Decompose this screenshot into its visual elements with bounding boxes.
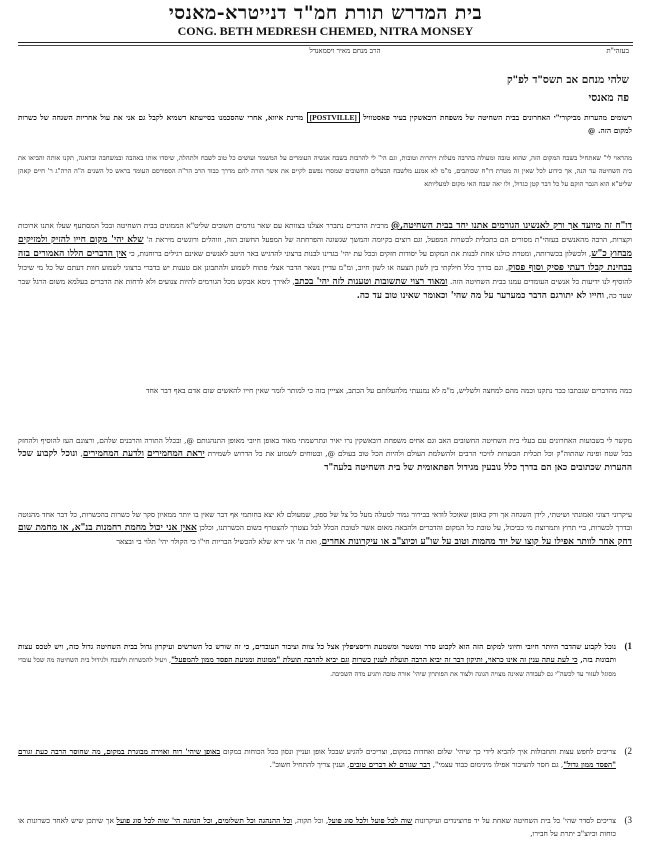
- list-item-underline-2: וכל ההנהגה וכל תשלומים, וכל הנהגה הי' שוה לכל סוג פועל: [116, 816, 293, 825]
- list-item-text-b: , וכל תקוה,: [292, 816, 329, 825]
- p2-text-d: , לאירך גיסא אבקש מכל הגורמים להיות צנועים ולא לדחות את הדברים בעלמא משום הרגל שבר שעד כה,: [18, 277, 632, 300]
- p4-underline-3: ונוכל לקבוע שכל ההערות שכתובים כאן הם בדרך כלל נובעין מגידול הפתאומית: [18, 449, 632, 473]
- p5-text-a: עיקרוני רצוני ואמונתי ושיטתי, לידן השגחה אך ורק באופן שאוכל לודאי בבירור גמור למעלה מעל כל צל של ספק, שמעולם לא יצא בחותמי אף דבר שאין בו יותר ממאיון סקר של כשרות בהכשרות, כל דבר אחד מהנוטה ובדרך לכשרות, ביי תרוץ ותמרוצת מי כביכול, על טובת כל המקום והדברים ולהבאה מאום אשר לטובת הכלל לבל נצטרך להצטרף בשום הכשרתנו, וכלכן: [18, 510, 633, 532]
- header-rule: [18, 42, 633, 43]
- list-number: 2): [624, 746, 632, 756]
- list-number: 3): [624, 815, 632, 825]
- list-item-text-a: צריכים לחפש עצות ותחבולות איך להביא לידי כך שיהי' שלום ואחדות במקום, וצריכים להגיע שבכל אופן ועניין ונסון בכל הכוחות במקום: [220, 747, 616, 756]
- list-item-text-c: , ויעיל להכשרות ולשבח ולגידול בית השחיטה מה שכל עובדי מסוגל לעזור עד לכשה"י גם לעבודה שאינה מצויה הגונה ולצוד את הפותרון שיהי' אורה טובה ותגיע מדה השכיבה.: [18, 656, 616, 678]
- congregation-title-english: CONG. BETH MEDRESH CHEMED, NITRA MONSEY: [177, 24, 474, 38]
- p4-text-d: של בית השחיטה בלעה"ד: [324, 463, 418, 473]
- p2-lead: דו"ח זה מיועד אך ורק לאנשינו הגורמים אתנו יחד בבית השחיטה,@: [390, 221, 632, 231]
- list-item: [18, 745, 632, 771]
- list-item-text-a: צריכים לסדר שהי' כל בית השחיטה שאחת על יד פרוצינדים ועיקרונות: [412, 816, 616, 825]
- intro-paragraph: [18, 111, 632, 137]
- list-item-text-c: , וענין צריך להתחיל חשוב".: [269, 760, 350, 769]
- list-item-underline-2: דבר שגורם לא דברים טובים: [349, 760, 431, 769]
- principles-paragraph: [18, 508, 632, 549]
- list-item-underline-1: כי לעת עתה ענין זה אינו כראוי, ותיקון דבר זה יביא הרבה תועלת לענין כשרות: [352, 655, 578, 664]
- p2-underline-2: אין הדברים הללו האמורים בזה בבחינת קבלו דעתי פסיק וסוף פסוק: [18, 249, 632, 273]
- intro-part1: רשומים מהערות מביקורי"י האחרונים בבית השחיטה של משפחת רובאשקין בעיר פאסטוויל: [363, 113, 632, 122]
- list-item-text-b: , גם חסר להציבור אפילו מינימום כבוד עצמי",: [430, 760, 564, 769]
- postville-box: [POSTVILLE]: [307, 112, 360, 123]
- intro-part2: מדינת איווא, אחרי שהסכמנו בסייעתא דשמיא לקבל גם אני את עול אחריות השגחה של כשרות למקום הזה.: [18, 113, 632, 135]
- p4-underline-2: ולדעת המחמירים: [82, 449, 144, 459]
- p2-text-c: , וגם בדרך כלל חילקתי בין לשון הצעה או לשון חיוב, ומ"מ עדיין נשאר הדבר אצלי פתוח לשמוע ולהתבונן אם טענות יש בדברי ברצוני לשמוע חוות דעתם של כל מי שיכול להוסיף לנו ידיעות כל אנשים העומדים עמנו בבית השחיטה הזה.: [18, 263, 632, 286]
- date-line: שלהי מנחם אב תשס"ד לפ"ק: [506, 74, 629, 86]
- p4-text-c: ,: [77, 449, 83, 458]
- header-rule-thin: [18, 45, 633, 46]
- list-item-text-c: אך שיתכן שיש לאחד כשרונות או כוחות וכיוצ"ב יתרת על חבירו,: [18, 816, 616, 838]
- list-item-underline-1: שוה לכל פועל ולכל סוג פועל: [328, 816, 413, 825]
- list-item-underline-2: וגם יביא להרבה תועלת "ממונות ומניעת הפסד ממון להמפעל": [171, 655, 350, 664]
- p2-underline-1: שלא יהי' מקום חייו להזיק ולמזיקים מבחוץ כ"ש: [18, 235, 632, 259]
- p2-text-b: , ולכשלון בכשרותה, ומטרת כולנו אחת לבנות את המקום על יסודות חזקים ובכל עת יהי' בגדינו לבנות ברצוני להדגיש באר היטב לאנשים שאינם רגילים ברוחנות, כי: [126, 249, 592, 258]
- report-purpose-paragraph: [18, 219, 632, 303]
- p2-underline-4: וחייו לא יתורגם הדבר כמערער על מה שהי' וכאומר שאינו טוב עד כה.: [356, 291, 605, 301]
- bsd-mark: בעזהי"ת: [606, 47, 629, 55]
- intro-marker: @: [588, 126, 596, 135]
- p4-text-a: מקשר לי בשבועות האחרונים עם בעלי בית השחיטה החשובים האב וגם אחים משפחת רובאשקין נרו יאיר ונתרשמתי מאוד באופן חיובי מאופן התנהגותם @, ובכלל התורה והרבנים שלהם, ורצונם העז להוסיף ולהחזק בכל שטח ופינה שהתוה"ק וכל תכלית הכשרות לזיכוי הרבים ולהשלמת העולם ולהיות הכל טוב בעולם @, ובטוחים לשמוע את כל הדרוש לשמירת: [18, 436, 632, 458]
- congregation-title-hebrew: בית המדרש תורת חמ"ד דנייטרא-מאנסי: [168, 2, 483, 24]
- list-item: [18, 640, 632, 681]
- praise-paragraph: מהראוי לי" שאתחיל בשבח המקום הזה, שהוא טובה ומעולה בהרבה מעלות ויתרות וטובות, וגם הי" לי להרבות בשבח אנשיה העומדים על המשמר ועושים כל טוב לשבח ולתהלה, שיסדו אותו באהבה ובמשחבה ובדאגה, תקנו אותה והביאו את בית השחיטה עד הנה, אך כידוע לכל שאין זה מטרת דו"ח שכותבים, מ"מ לא אמנע מלשבח הבעלים החשובים שמסרו נפשם לקיים את אשר הורה להם מדרך כבוד הרב הר"ה הספורסם העומד בראש כל השנים ה"ה הרה"ג ר' חיים קאהן שליט"א הוא הגבר הוקם על כל דבר קטן כגדול, ולו יאה שבח האי מקום למעליותא: [18, 154, 632, 188]
- p2-text-a: מרבית הדברים נתברר אצלנו בצוותא עם שאר גורמים חשובים שליט"א הממונים בבית השחיטה ובכל המסתעף שעלו אתנו ארוכות וקצרות, הרבה מהאנשים בעזהי"ת מסורים הם בתכלית לכשרות המפעל, וגם רוצים בקיומה והמשך שגשוגה והפרחתה של המפעל החשוב הזה, וזוהלים ורוגשים מיראת ה': [18, 221, 632, 244]
- list-item-underline-1: באופן שיהי' רוח ואוירה מבוגרת במקום, מה שחוסר הרבה כעת וגורם "הפסד ממון גדול": [18, 747, 616, 769]
- notes-paragraph: כמה מהדברים שנכתבו כבר נתקנו וכמה מהם למחצה ולשליש, מ"מ לא נמנעתי מלהעלותם על הכתב, אצייין בזה כי למותר לומר שאין חייו להאשים שום אדם באף דבר אחד: [145, 386, 632, 395]
- owners-paragraph: [18, 434, 632, 475]
- rabbi-name: הרב מנחם מאיר ויסמאנדל: [309, 47, 381, 55]
- p2-underline-3: ומאוד רצוי שתשובות וטענות לזה יהי' בכתב: [294, 277, 448, 287]
- list-number: 1): [624, 641, 632, 651]
- list-item: [18, 814, 632, 840]
- p5-underline-1: אאין אני יכול מחמת רחמנות בנ"א, או מחמת שום דחק אחר לוותר אפילו על קוצו של יוד מהמות וטוב על שו"ע וכיוצ"ב או עיקרונות אחרים: [18, 523, 632, 547]
- place-line: פה מאנסי: [588, 92, 629, 104]
- p4-underline-1: יראת המחמירים: [146, 449, 205, 459]
- p5-text-b: , ואת ה' אני ירא שלא להכשיל הבריות חי"ו כי הקולר יהי' תלוי בי ובצאר: [116, 537, 322, 546]
- list-item-text-a: נוכל לקבוע שהדבר היותר חיובי וחיוני למקום הזה הוא לקבוע סדר ומשטר ומשמעת ודיסציפלין אצל כל צוות וציבור העובדים, כי זה שורש כל השרשים ועיקרון גדול בבית השחיטה גדול כזה, ויש לטכס עצות ותבונות בזה,: [18, 642, 616, 664]
